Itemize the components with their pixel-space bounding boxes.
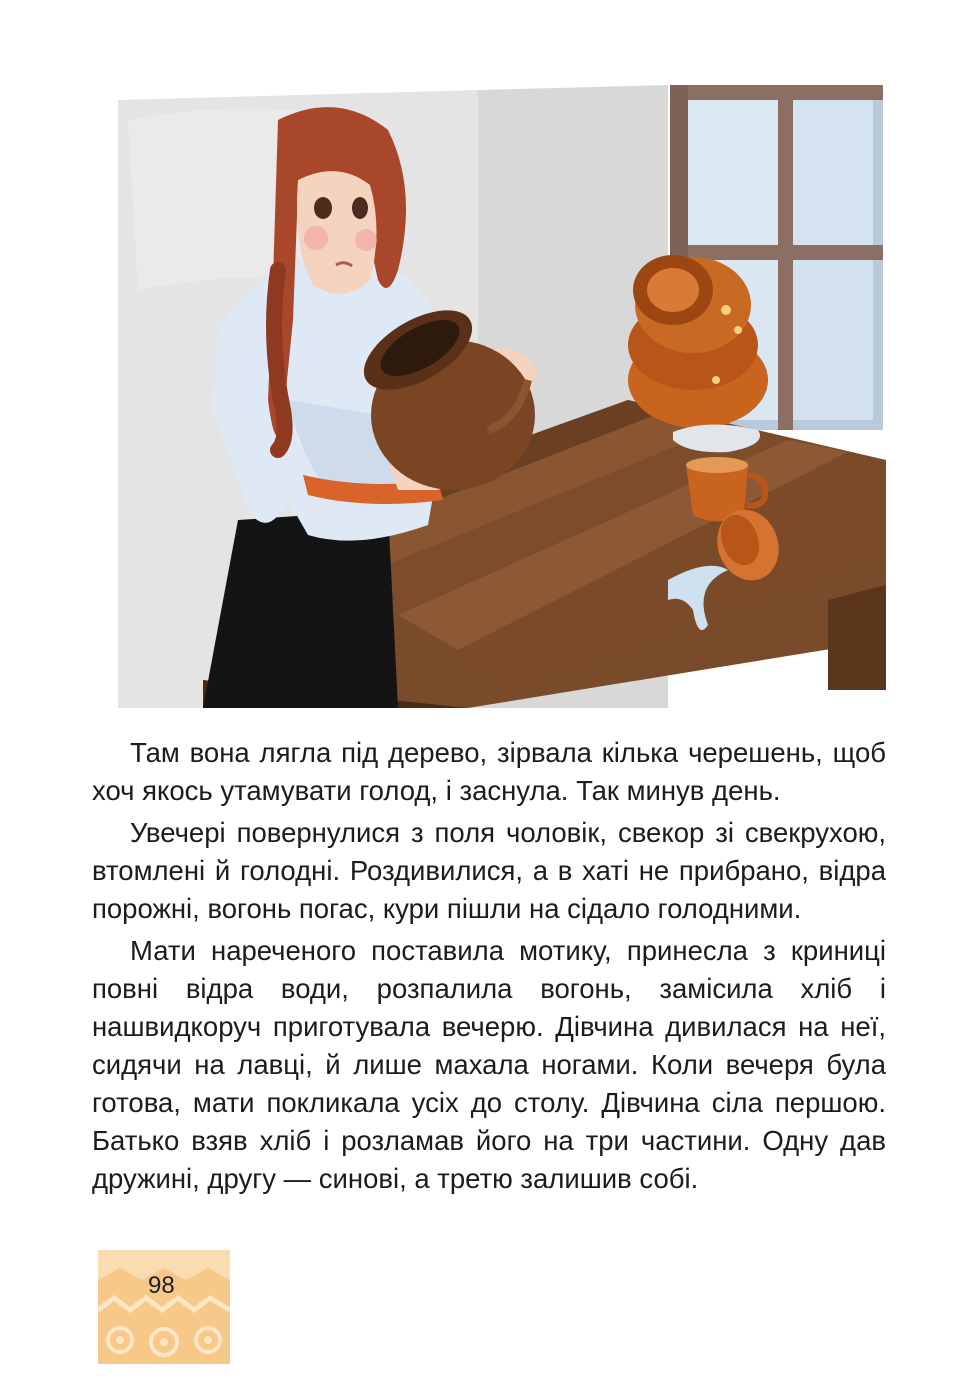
story-paragraph-2: Увечері повернулися з поля чоловік, свекор зі свекрухою, втомлені й голодні. Роздивилися, а в хаті не прибрано, відра порожні, вогонь погас, кури пішли на сідало голодними. <box>92 817 886 924</box>
story-illustration <box>108 80 886 708</box>
story-text <box>92 734 886 1202</box>
story-paragraph-1: Там вона лягла під дерево, зірвала кілька черешень, щоб хоч якось утамувати голод, і заснула. Так минув день. <box>92 737 886 806</box>
story-paragraph-3: Мати нареченого поставила мотику, принесла з криниці повні відра води, розпалила вогонь, замісила хліб і нашвидкоруч приготувала вечерю. Дівчина дивилася на неї, сидячи на лавці, й лише махала ногами. Коли вечеря була готова, мати покликала усіх до столу. Дівчина сіла першою. Батько взяв хліб і розламав його на три частини. Одну дав дружині, другу — синові, а третю залишив собі. <box>92 935 886 1194</box>
page-number: 98 <box>148 1272 175 1299</box>
page-ornament <box>98 1250 230 1364</box>
